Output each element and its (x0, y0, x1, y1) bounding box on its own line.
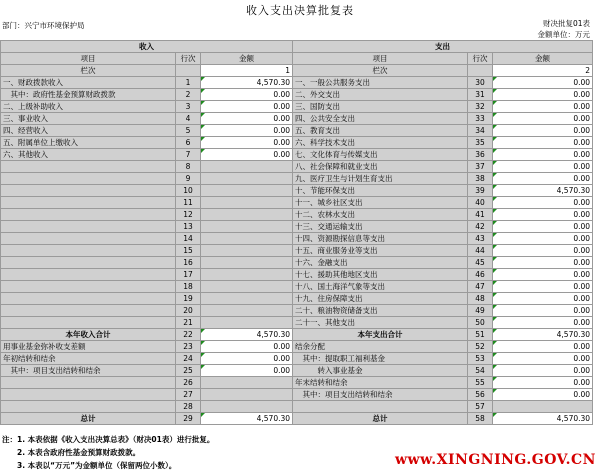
expense-row-number: 43 (468, 233, 493, 245)
income-item-cell: 一、财政拨款收入 (1, 77, 176, 89)
table-row (1, 101, 593, 113)
expense-row-number: 44 (468, 245, 493, 257)
income-item-cell (1, 317, 176, 329)
expense-amount-cell[interactable]: 0.00 (493, 221, 593, 233)
income-amount-cell[interactable]: 0.00 (201, 89, 293, 101)
expense-col-blank (468, 65, 493, 77)
income-item-cell (1, 221, 176, 233)
column-index-row (1, 65, 593, 77)
expense-row-number: 42 (468, 221, 493, 233)
expense-item-cell: 十三、交通运输支出 (293, 221, 468, 233)
income-row-number: 9 (176, 173, 201, 185)
expense-row-header: 行次 (468, 53, 493, 65)
expense-item-cell: 本年支出合计 (293, 329, 468, 341)
expense-amount-cell[interactable]: 0.00 (493, 161, 593, 173)
expense-row-number: 45 (468, 257, 493, 269)
table-row (1, 257, 593, 269)
income-item-cell (1, 401, 176, 413)
expense-row-number: 40 (468, 197, 493, 209)
income-col-blank (176, 65, 201, 77)
income-row-number: 8 (176, 161, 201, 173)
expense-row-number: 30 (468, 77, 493, 89)
table-row (1, 365, 593, 377)
income-amount-cell[interactable] (201, 269, 293, 281)
expense-item-cell: 十八、国土海洋气象等支出 (293, 281, 468, 293)
expense-item-cell: 六、科学技术支出 (293, 137, 468, 149)
expense-amount-cell[interactable]: 4,570.30 (493, 329, 593, 341)
expense-item-cell: 结余分配 (293, 341, 468, 353)
expense-amount-cell[interactable]: 0.00 (493, 245, 593, 257)
expense-amount-cell[interactable]: 0.00 (493, 257, 593, 269)
income-item-cell: 其中：项目支出结转和结余 (1, 365, 176, 377)
income-amount-cell[interactable] (201, 221, 293, 233)
expense-item-cell: 年末结转和结余 (293, 377, 468, 389)
income-row-number: 7 (176, 149, 201, 161)
expense-item-cell: 十、节能环保支出 (293, 185, 468, 197)
expense-amount-cell[interactable]: 0.00 (493, 377, 593, 389)
income-item-cell (1, 185, 176, 197)
expense-item-cell: 九、医疗卫生与计划生育支出 (293, 173, 468, 185)
income-amount-cell[interactable] (201, 293, 293, 305)
expense-item-cell: 转入事业基金 (293, 365, 468, 377)
expense-item-cell: 十五、商业服务业等支出 (293, 245, 468, 257)
expense-amount-cell[interactable]: 0.00 (493, 305, 593, 317)
income-amount-cell[interactable] (201, 185, 293, 197)
income-row-number: 13 (176, 221, 201, 233)
income-row-number: 17 (176, 269, 201, 281)
table-row (1, 197, 593, 209)
expense-amount-cell[interactable]: 0.00 (493, 149, 593, 161)
table-row (1, 281, 593, 293)
income-row-number: 28 (176, 401, 201, 413)
income-item-cell: 四、经营收入 (1, 125, 176, 137)
expense-row-number: 52 (468, 341, 493, 353)
expense-amount-cell[interactable]: 0.00 (493, 209, 593, 221)
income-item-cell (1, 389, 176, 401)
table-row (1, 77, 593, 89)
table-row (1, 185, 593, 197)
income-row-number: 11 (176, 197, 201, 209)
income-amount-cell[interactable] (201, 377, 293, 389)
expense-item-cell: 十九、住房保障支出 (293, 293, 468, 305)
income-row-number: 6 (176, 137, 201, 149)
income-item-cell (1, 293, 176, 305)
expense-item-cell: 其中：项目支出结转和结余 (293, 389, 468, 401)
table-row (1, 317, 593, 329)
income-item-cell (1, 281, 176, 293)
report-title: 收入支出决算批复表 (246, 4, 354, 17)
table-row (1, 305, 593, 317)
expense-section-header: 支出 (293, 41, 593, 53)
income-amount-cell[interactable]: 0.00 (201, 149, 293, 161)
income-amount-cell[interactable]: 0.00 (201, 365, 293, 377)
expense-row-number: 53 (468, 353, 493, 365)
income-item-cell: 年初结转和结余 (1, 353, 176, 365)
income-item-cell (1, 269, 176, 281)
expense-row-number: 34 (468, 125, 493, 137)
expense-amount-header: 金额 (493, 53, 593, 65)
income-amount-cell[interactable] (201, 161, 293, 173)
footnote-2: 2. 本表含政府性基金预算财政拨款。 (2, 448, 141, 457)
income-amount-cell[interactable]: 0.00 (201, 125, 293, 137)
income-item-cell: 总计 (1, 413, 176, 425)
income-amount-header: 金额 (201, 53, 293, 65)
expense-amount-cell[interactable]: 0.00 (493, 137, 593, 149)
table-row (1, 329, 593, 341)
expense-amount-cell[interactable]: 0.00 (493, 233, 593, 245)
income-item-cell (1, 377, 176, 389)
income-col-number[interactable]: 1 (201, 65, 293, 77)
expense-row-number: 46 (468, 269, 493, 281)
expense-amount-cell[interactable]: 0.00 (493, 269, 593, 281)
expense-amount-cell[interactable]: 0.00 (493, 281, 593, 293)
expense-amount-cell[interactable] (493, 401, 593, 413)
expense-item-cell: 总计 (293, 413, 468, 425)
income-row-number: 14 (176, 233, 201, 245)
expense-row-number: 50 (468, 317, 493, 329)
table-row (1, 389, 593, 401)
expense-item-cell: 二十、粮油物资储备支出 (293, 305, 468, 317)
expense-row-number: 32 (468, 101, 493, 113)
income-item-cell (1, 305, 176, 317)
table-row (1, 293, 593, 305)
table-row (1, 149, 593, 161)
expense-col-label: 栏次 (293, 65, 468, 77)
expense-row-number: 48 (468, 293, 493, 305)
income-item-cell: 二、上级补助收入 (1, 101, 176, 113)
table-row (1, 173, 593, 185)
expense-amount-cell[interactable]: 0.00 (493, 113, 593, 125)
expense-amount-cell[interactable]: 0.00 (493, 173, 593, 185)
income-row-number: 23 (176, 341, 201, 353)
expense-amount-cell[interactable]: 0.00 (493, 365, 593, 377)
income-col-label: 栏次 (1, 65, 176, 77)
expense-amount-cell[interactable]: 0.00 (493, 89, 593, 101)
table-row (1, 377, 593, 389)
income-item-header: 项目 (1, 53, 176, 65)
table-row (1, 353, 593, 365)
site-watermark: www.XINGNING.GOV.CN (395, 452, 596, 468)
expense-item-cell: 八、社会保障和就业支出 (293, 161, 468, 173)
expense-row-number: 55 (468, 377, 493, 389)
expense-item-cell: 四、公共安全支出 (293, 113, 468, 125)
expense-item-cell: 十四、资源勘探信息等支出 (293, 233, 468, 245)
income-row-number: 22 (176, 329, 201, 341)
income-amount-cell[interactable]: 0.00 (201, 137, 293, 149)
table-row (1, 89, 593, 101)
expense-row-number: 54 (468, 365, 493, 377)
table-row (1, 341, 593, 353)
expense-row-number: 49 (468, 305, 493, 317)
expense-amount-cell[interactable]: 0.00 (493, 353, 593, 365)
income-row-number: 24 (176, 353, 201, 365)
expense-item-header: 项目 (293, 53, 468, 65)
expense-amount-cell[interactable]: 0.00 (493, 317, 593, 329)
income-row-number: 25 (176, 365, 201, 377)
table-row (1, 113, 593, 125)
income-amount-cell[interactable] (201, 197, 293, 209)
expense-item-cell: 十二、农林水支出 (293, 209, 468, 221)
income-item-cell: 本年收入合计 (1, 329, 176, 341)
income-amount-cell[interactable]: 0.00 (201, 353, 293, 365)
table-row (1, 269, 593, 281)
expense-amount-cell[interactable]: 0.00 (493, 389, 593, 401)
income-item-cell (1, 233, 176, 245)
income-row-number: 18 (176, 281, 201, 293)
expense-item-cell: 七、文化体育与传媒支出 (293, 149, 468, 161)
income-item-cell (1, 209, 176, 221)
expense-row-number: 56 (468, 389, 493, 401)
income-row-number: 29 (176, 413, 201, 425)
table-row (1, 125, 593, 137)
income-amount-cell[interactable]: 4,570.30 (201, 77, 293, 89)
income-row-number: 5 (176, 125, 201, 137)
expense-amount-cell[interactable]: 4,570.30 (493, 185, 593, 197)
expense-item-cell: 一、一般公共服务支出 (293, 77, 468, 89)
income-amount-cell[interactable] (201, 173, 293, 185)
income-row-number: 15 (176, 245, 201, 257)
expense-amount-cell[interactable]: 4,570.30 (493, 413, 593, 425)
income-amount-cell[interactable] (201, 401, 293, 413)
income-row-number: 4 (176, 113, 201, 125)
income-amount-cell[interactable]: 4,570.30 (201, 413, 293, 425)
budget-table (0, 40, 593, 425)
table-row (1, 209, 593, 221)
income-item-cell (1, 197, 176, 209)
income-row-number: 16 (176, 257, 201, 269)
expense-item-cell: 三、国防支出 (293, 101, 468, 113)
income-amount-cell[interactable]: 0.00 (201, 101, 293, 113)
expense-row-number: 38 (468, 173, 493, 185)
expense-row-number: 47 (468, 281, 493, 293)
expense-row-number: 41 (468, 209, 493, 221)
income-item-cell: 五、附属单位上缴收入 (1, 137, 176, 149)
expense-row-number: 31 (468, 89, 493, 101)
income-item-cell: 三、事业收入 (1, 113, 176, 125)
department-label: 部门：兴宁市环境保护局 (2, 21, 85, 30)
expense-row-number: 39 (468, 185, 493, 197)
amount-unit: 金额单位：万元 (537, 30, 590, 39)
income-row-header: 行次 (176, 53, 201, 65)
form-code: 财决批复01表 (542, 19, 590, 28)
income-row-number: 12 (176, 209, 201, 221)
income-amount-cell[interactable] (201, 257, 293, 269)
expense-item-cell: 十一、城乡社区支出 (293, 197, 468, 209)
expense-item-cell: 二、外交支出 (293, 89, 468, 101)
income-amount-cell[interactable]: 4,570.30 (201, 329, 293, 341)
expense-row-number: 33 (468, 113, 493, 125)
income-amount-cell[interactable] (201, 233, 293, 245)
income-row-number: 10 (176, 185, 201, 197)
income-amount-cell[interactable]: 0.00 (201, 341, 293, 353)
income-amount-cell[interactable] (201, 281, 293, 293)
expense-item-cell (293, 401, 468, 413)
income-row-number: 1 (176, 77, 201, 89)
expense-amount-cell[interactable]: 0.00 (493, 77, 593, 89)
table-row (1, 221, 593, 233)
income-amount-cell[interactable]: 0.00 (201, 113, 293, 125)
expense-item-cell: 五、教育支出 (293, 125, 468, 137)
expense-row-number: 36 (468, 149, 493, 161)
table-row (1, 233, 593, 245)
income-row-number: 3 (176, 101, 201, 113)
income-amount-cell[interactable] (201, 209, 293, 221)
expense-row-number: 37 (468, 161, 493, 173)
expense-item-cell: 十六、金融支出 (293, 257, 468, 269)
income-amount-cell[interactable] (201, 305, 293, 317)
income-item-cell (1, 245, 176, 257)
income-item-cell (1, 161, 176, 173)
income-item-cell (1, 173, 176, 185)
income-amount-cell[interactable] (201, 389, 293, 401)
footnote-1: 注：1. 本表依据《收入支出决算总表》（财决01表）进行批复。 (2, 435, 215, 444)
income-item-cell: 用事业基金弥补收支差额 (1, 341, 176, 353)
expense-col-number[interactable]: 2 (493, 65, 593, 77)
income-item-cell: 其中：政府性基金预算财政拨款 (1, 89, 176, 101)
expense-amount-cell[interactable]: 0.00 (493, 341, 593, 353)
table-row (1, 245, 593, 257)
column-header-row (1, 53, 593, 65)
expense-amount-cell[interactable]: 0.00 (493, 125, 593, 137)
expense-item-cell: 其中：提取职工福利基金 (293, 353, 468, 365)
table-row (1, 413, 593, 425)
table-row (1, 161, 593, 173)
income-row-number: 20 (176, 305, 201, 317)
expense-row-number: 57 (468, 401, 493, 413)
table-row (1, 401, 593, 413)
expense-row-number: 58 (468, 413, 493, 425)
expense-item-cell: 十七、援助其他地区支出 (293, 269, 468, 281)
income-row-number: 21 (176, 317, 201, 329)
expense-amount-cell[interactable]: 0.00 (493, 197, 593, 209)
expense-item-cell: 二十一、其他支出 (293, 317, 468, 329)
income-item-cell (1, 257, 176, 269)
income-section-header: 收入 (1, 41, 293, 53)
footnote-3: 3. 本表以“万元”为金额单位（保留两位小数）。 (2, 461, 177, 470)
income-row-number: 26 (176, 377, 201, 389)
expense-amount-cell[interactable]: 0.00 (493, 101, 593, 113)
expense-row-number: 51 (468, 329, 493, 341)
expense-row-number: 35 (468, 137, 493, 149)
income-row-number: 2 (176, 89, 201, 101)
income-amount-cell[interactable] (201, 317, 293, 329)
income-row-number: 19 (176, 293, 201, 305)
section-header-row (1, 41, 593, 53)
income-row-number: 27 (176, 389, 201, 401)
table-row (1, 137, 593, 149)
income-amount-cell[interactable] (201, 245, 293, 257)
income-item-cell: 六、其他收入 (1, 149, 176, 161)
expense-amount-cell[interactable]: 0.00 (493, 293, 593, 305)
